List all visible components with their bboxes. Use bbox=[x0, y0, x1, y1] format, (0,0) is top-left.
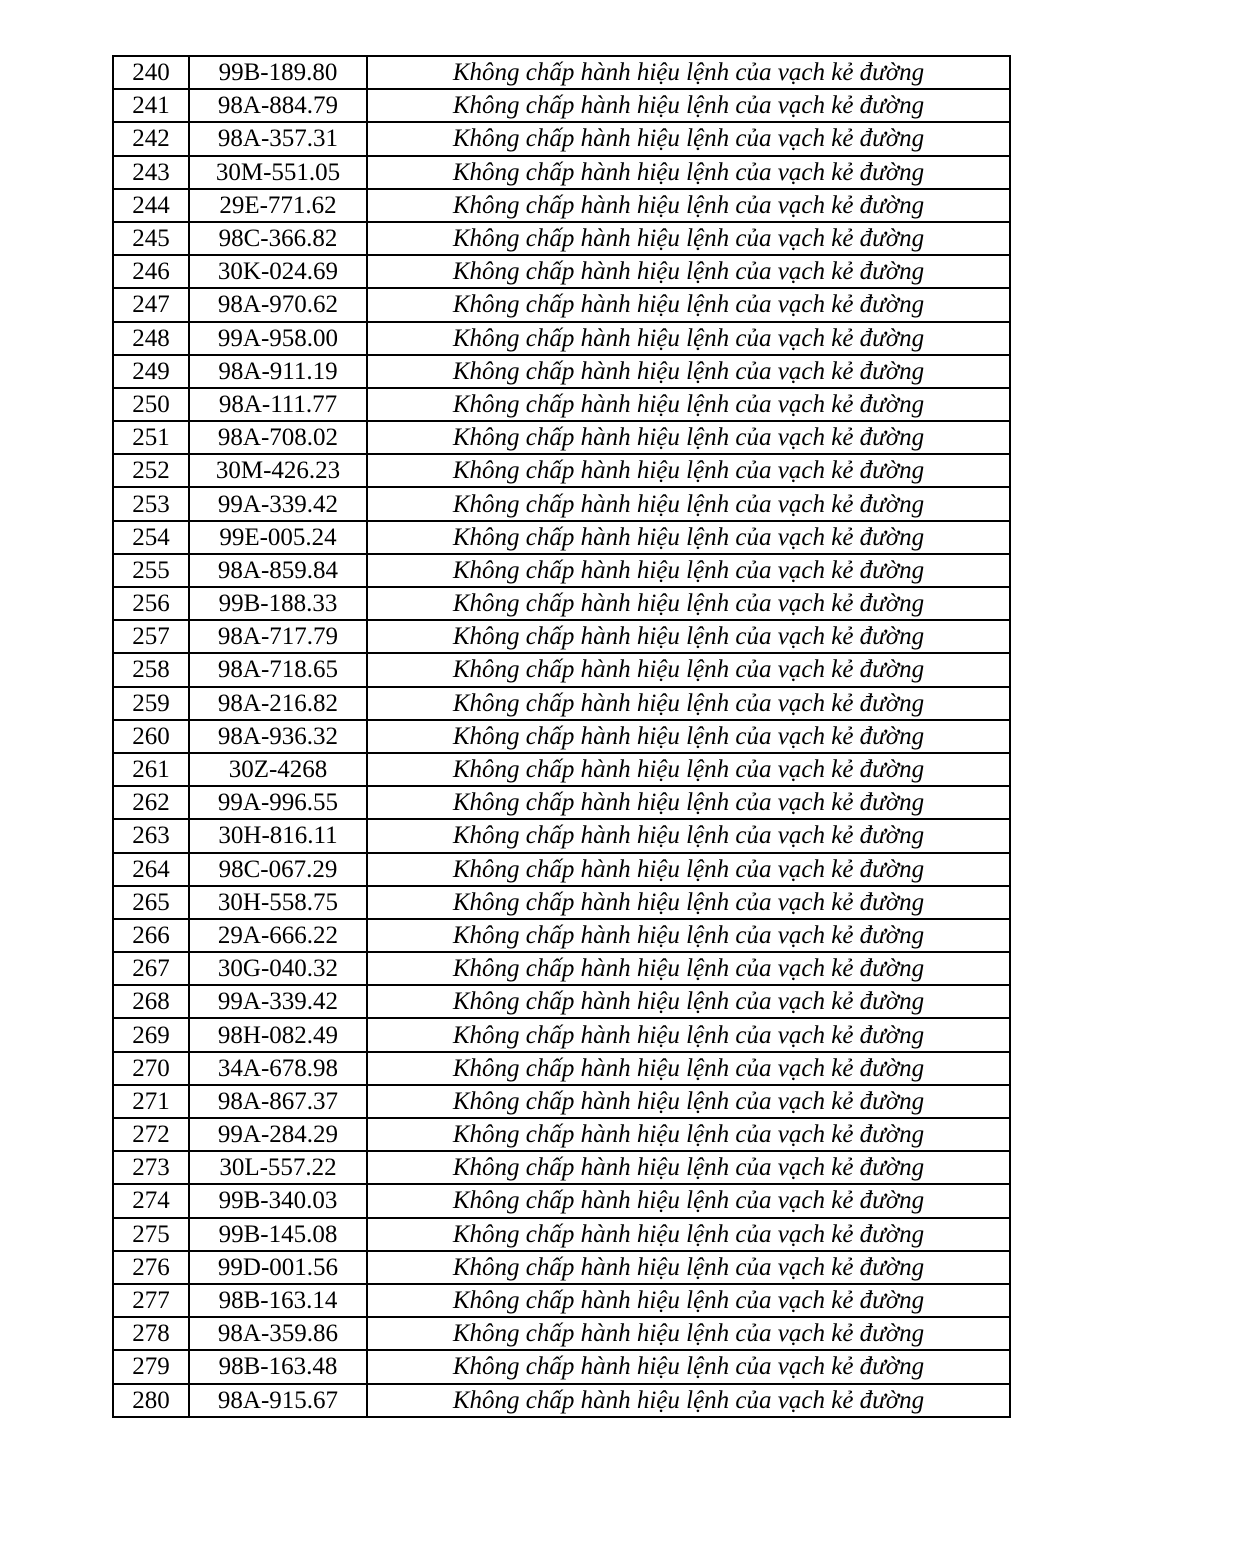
table-row bbox=[113, 587, 1010, 620]
violation-description-cell: Không chấp hành hiệu lệnh của vạch kẻ đường bbox=[367, 1317, 1010, 1350]
violation-description-cell: Không chấp hành hiệu lệnh của vạch kẻ đường bbox=[367, 720, 1010, 753]
violation-description-cell: Không chấp hành hiệu lệnh của vạch kẻ đường bbox=[367, 1184, 1010, 1217]
license-plate-cell: 99B-145.08 bbox=[189, 1218, 367, 1251]
license-plate-cell: 98A-718.65 bbox=[189, 653, 367, 686]
violation-description-cell: Không chấp hành hiệu lệnh của vạch kẻ đường bbox=[367, 454, 1010, 487]
license-plate-cell: 99A-339.42 bbox=[189, 487, 367, 520]
row-number-cell: 267 bbox=[113, 952, 189, 985]
table-row bbox=[113, 1018, 1010, 1051]
license-plate-cell: 98B-163.48 bbox=[189, 1350, 367, 1383]
table-row bbox=[113, 189, 1010, 222]
table-row bbox=[113, 388, 1010, 421]
row-number-cell: 256 bbox=[113, 587, 189, 620]
violation-description-cell: Không chấp hành hiệu lệnh của vạch kẻ đường bbox=[367, 620, 1010, 653]
violation-description-cell: Không chấp hành hiệu lệnh của vạch kẻ đường bbox=[367, 487, 1010, 520]
license-plate-cell: 98A-911.19 bbox=[189, 355, 367, 388]
row-number-cell: 262 bbox=[113, 786, 189, 819]
license-plate-cell: 99E-005.24 bbox=[189, 521, 367, 554]
row-number-cell: 270 bbox=[113, 1052, 189, 1085]
license-plate-cell: 98A-970.62 bbox=[189, 288, 367, 321]
row-number-cell: 243 bbox=[113, 156, 189, 189]
violation-description-cell: Không chấp hành hiệu lệnh của vạch kẻ đường bbox=[367, 255, 1010, 288]
license-plate-cell: 98C-067.29 bbox=[189, 853, 367, 886]
row-number-cell: 278 bbox=[113, 1317, 189, 1350]
table-row bbox=[113, 1384, 1010, 1417]
violation-description-cell: Không chấp hành hiệu lệnh của vạch kẻ đường bbox=[367, 554, 1010, 587]
row-number-cell: 276 bbox=[113, 1251, 189, 1284]
row-number-cell: 244 bbox=[113, 189, 189, 222]
table-row bbox=[113, 1317, 1010, 1350]
violation-description-cell: Không chấp hành hiệu lệnh của vạch kẻ đường bbox=[367, 1251, 1010, 1284]
license-plate-cell: 98A-915.67 bbox=[189, 1384, 367, 1417]
license-plate-cell: 99B-340.03 bbox=[189, 1184, 367, 1217]
row-number-cell: 240 bbox=[113, 56, 189, 89]
license-plate-cell: 99A-284.29 bbox=[189, 1118, 367, 1151]
table-row bbox=[113, 89, 1010, 122]
row-number-cell: 271 bbox=[113, 1085, 189, 1118]
violation-description-cell: Không chấp hành hiệu lệnh của vạch kẻ đường bbox=[367, 222, 1010, 255]
table-row bbox=[113, 753, 1010, 786]
license-plate-cell: 29E-771.62 bbox=[189, 189, 367, 222]
license-plate-cell: 98A-717.79 bbox=[189, 620, 367, 653]
table-row bbox=[113, 355, 1010, 388]
violation-description-cell: Không chấp hành hiệu lệnh của vạch kẻ đường bbox=[367, 1384, 1010, 1417]
table-row bbox=[113, 1151, 1010, 1184]
violation-description-cell: Không chấp hành hiệu lệnh của vạch kẻ đường bbox=[367, 355, 1010, 388]
violation-description-cell: Không chấp hành hiệu lệnh của vạch kẻ đường bbox=[367, 952, 1010, 985]
row-number-cell: 250 bbox=[113, 388, 189, 421]
row-number-cell: 255 bbox=[113, 554, 189, 587]
license-plate-cell: 30H-558.75 bbox=[189, 886, 367, 919]
table-row bbox=[113, 786, 1010, 819]
row-number-cell: 253 bbox=[113, 487, 189, 520]
violation-description-cell: Không chấp hành hiệu lệnh của vạch kẻ đường bbox=[367, 819, 1010, 852]
license-plate-cell: 30H-816.11 bbox=[189, 819, 367, 852]
license-plate-cell: 30M-426.23 bbox=[189, 454, 367, 487]
license-plate-cell: 98A-859.84 bbox=[189, 554, 367, 587]
violation-description-cell: Không chấp hành hiệu lệnh của vạch kẻ đường bbox=[367, 1350, 1010, 1383]
row-number-cell: 254 bbox=[113, 521, 189, 554]
row-number-cell: 245 bbox=[113, 222, 189, 255]
row-number-cell: 258 bbox=[113, 653, 189, 686]
table-row bbox=[113, 554, 1010, 587]
violation-description-cell: Không chấp hành hiệu lệnh của vạch kẻ đường bbox=[367, 56, 1010, 89]
violation-description-cell: Không chấp hành hiệu lệnh của vạch kẻ đường bbox=[367, 1085, 1010, 1118]
violation-description-cell: Không chấp hành hiệu lệnh của vạch kẻ đường bbox=[367, 853, 1010, 886]
row-number-cell: 248 bbox=[113, 322, 189, 355]
violation-description-cell: Không chấp hành hiệu lệnh của vạch kẻ đường bbox=[367, 886, 1010, 919]
table-row bbox=[113, 1350, 1010, 1383]
table-row bbox=[113, 421, 1010, 454]
table-row bbox=[113, 1184, 1010, 1217]
violation-description-cell: Không chấp hành hiệu lệnh của vạch kẻ đường bbox=[367, 653, 1010, 686]
row-number-cell: 268 bbox=[113, 985, 189, 1018]
violation-table bbox=[112, 55, 1011, 1418]
violation-description-cell: Không chấp hành hiệu lệnh của vạch kẻ đường bbox=[367, 1018, 1010, 1051]
row-number-cell: 257 bbox=[113, 620, 189, 653]
violation-description-cell: Không chấp hành hiệu lệnh của vạch kẻ đường bbox=[367, 587, 1010, 620]
table-row bbox=[113, 122, 1010, 155]
row-number-cell: 242 bbox=[113, 122, 189, 155]
license-plate-cell: 98A-708.02 bbox=[189, 421, 367, 454]
table-row bbox=[113, 952, 1010, 985]
row-number-cell: 265 bbox=[113, 886, 189, 919]
violation-table-body bbox=[113, 56, 1010, 1417]
violation-description-cell: Không chấp hành hiệu lệnh của vạch kẻ đường bbox=[367, 89, 1010, 122]
license-plate-cell: 30Z-4268 bbox=[189, 753, 367, 786]
table-row bbox=[113, 521, 1010, 554]
row-number-cell: 241 bbox=[113, 89, 189, 122]
table-row bbox=[113, 620, 1010, 653]
row-number-cell: 251 bbox=[113, 421, 189, 454]
row-number-cell: 260 bbox=[113, 720, 189, 753]
table-row bbox=[113, 919, 1010, 952]
license-plate-cell: 30M-551.05 bbox=[189, 156, 367, 189]
table-row bbox=[113, 853, 1010, 886]
violation-description-cell: Không chấp hành hiệu lệnh của vạch kẻ đường bbox=[367, 156, 1010, 189]
row-number-cell: 266 bbox=[113, 919, 189, 952]
violation-description-cell: Không chấp hành hiệu lệnh của vạch kẻ đường bbox=[367, 521, 1010, 554]
row-number-cell: 249 bbox=[113, 355, 189, 388]
row-number-cell: 273 bbox=[113, 1151, 189, 1184]
table-row bbox=[113, 487, 1010, 520]
table-row bbox=[113, 288, 1010, 321]
violation-description-cell: Không chấp hành hiệu lệnh của vạch kẻ đường bbox=[367, 985, 1010, 1018]
row-number-cell: 275 bbox=[113, 1218, 189, 1251]
license-plate-cell: 99A-339.42 bbox=[189, 985, 367, 1018]
table-row bbox=[113, 720, 1010, 753]
table-row bbox=[113, 1284, 1010, 1317]
table-row bbox=[113, 819, 1010, 852]
license-plate-cell: 29A-666.22 bbox=[189, 919, 367, 952]
table-row bbox=[113, 1118, 1010, 1151]
violation-description-cell: Không chấp hành hiệu lệnh của vạch kẻ đường bbox=[367, 322, 1010, 355]
license-plate-cell: 30K-024.69 bbox=[189, 255, 367, 288]
table-row bbox=[113, 1052, 1010, 1085]
license-plate-cell: 98A-357.31 bbox=[189, 122, 367, 155]
license-plate-cell: 99A-996.55 bbox=[189, 786, 367, 819]
table-row bbox=[113, 322, 1010, 355]
license-plate-cell: 98A-936.32 bbox=[189, 720, 367, 753]
license-plate-cell: 98H-082.49 bbox=[189, 1018, 367, 1051]
row-number-cell: 264 bbox=[113, 853, 189, 886]
row-number-cell: 269 bbox=[113, 1018, 189, 1051]
row-number-cell: 277 bbox=[113, 1284, 189, 1317]
license-plate-cell: 98A-111.77 bbox=[189, 388, 367, 421]
row-number-cell: 252 bbox=[113, 454, 189, 487]
license-plate-cell: 30G-040.32 bbox=[189, 952, 367, 985]
license-plate-cell: 98A-884.79 bbox=[189, 89, 367, 122]
license-plate-cell: 30L-557.22 bbox=[189, 1151, 367, 1184]
row-number-cell: 272 bbox=[113, 1118, 189, 1151]
license-plate-cell: 98C-366.82 bbox=[189, 222, 367, 255]
row-number-cell: 279 bbox=[113, 1350, 189, 1383]
row-number-cell: 263 bbox=[113, 819, 189, 852]
license-plate-cell: 99A-958.00 bbox=[189, 322, 367, 355]
violation-description-cell: Không chấp hành hiệu lệnh của vạch kẻ đường bbox=[367, 189, 1010, 222]
table-row bbox=[113, 687, 1010, 720]
violation-description-cell: Không chấp hành hiệu lệnh của vạch kẻ đường bbox=[367, 919, 1010, 952]
license-plate-cell: 98A-216.82 bbox=[189, 687, 367, 720]
row-number-cell: 261 bbox=[113, 753, 189, 786]
violation-description-cell: Không chấp hành hiệu lệnh của vạch kẻ đường bbox=[367, 786, 1010, 819]
table-row bbox=[113, 156, 1010, 189]
license-plate-cell: 99B-188.33 bbox=[189, 587, 367, 620]
table-row bbox=[113, 56, 1010, 89]
table-row bbox=[113, 1218, 1010, 1251]
row-number-cell: 259 bbox=[113, 687, 189, 720]
violation-description-cell: Không chấp hành hiệu lệnh của vạch kẻ đường bbox=[367, 388, 1010, 421]
violation-description-cell: Không chấp hành hiệu lệnh của vạch kẻ đường bbox=[367, 122, 1010, 155]
table-row bbox=[113, 222, 1010, 255]
table-row bbox=[113, 985, 1010, 1018]
table-row bbox=[113, 255, 1010, 288]
license-plate-cell: 99B-189.80 bbox=[189, 56, 367, 89]
violation-description-cell: Không chấp hành hiệu lệnh của vạch kẻ đường bbox=[367, 421, 1010, 454]
license-plate-cell: 99D-001.56 bbox=[189, 1251, 367, 1284]
license-plate-cell: 98B-163.14 bbox=[189, 1284, 367, 1317]
violation-description-cell: Không chấp hành hiệu lệnh của vạch kẻ đường bbox=[367, 1118, 1010, 1151]
violation-description-cell: Không chấp hành hiệu lệnh của vạch kẻ đường bbox=[367, 753, 1010, 786]
violation-description-cell: Không chấp hành hiệu lệnh của vạch kẻ đường bbox=[367, 1284, 1010, 1317]
table-row bbox=[113, 454, 1010, 487]
license-plate-cell: 34A-678.98 bbox=[189, 1052, 367, 1085]
table-row bbox=[113, 653, 1010, 686]
table-row bbox=[113, 886, 1010, 919]
row-number-cell: 246 bbox=[113, 255, 189, 288]
license-plate-cell: 98A-359.86 bbox=[189, 1317, 367, 1350]
row-number-cell: 247 bbox=[113, 288, 189, 321]
license-plate-cell: 98A-867.37 bbox=[189, 1085, 367, 1118]
table-row bbox=[113, 1085, 1010, 1118]
table-row bbox=[113, 1251, 1010, 1284]
row-number-cell: 280 bbox=[113, 1384, 189, 1417]
violation-description-cell: Không chấp hành hiệu lệnh của vạch kẻ đường bbox=[367, 1218, 1010, 1251]
violation-description-cell: Không chấp hành hiệu lệnh của vạch kẻ đường bbox=[367, 1151, 1010, 1184]
violation-description-cell: Không chấp hành hiệu lệnh của vạch kẻ đường bbox=[367, 1052, 1010, 1085]
violation-description-cell: Không chấp hành hiệu lệnh của vạch kẻ đường bbox=[367, 288, 1010, 321]
violation-description-cell: Không chấp hành hiệu lệnh của vạch kẻ đường bbox=[367, 687, 1010, 720]
row-number-cell: 274 bbox=[113, 1184, 189, 1217]
